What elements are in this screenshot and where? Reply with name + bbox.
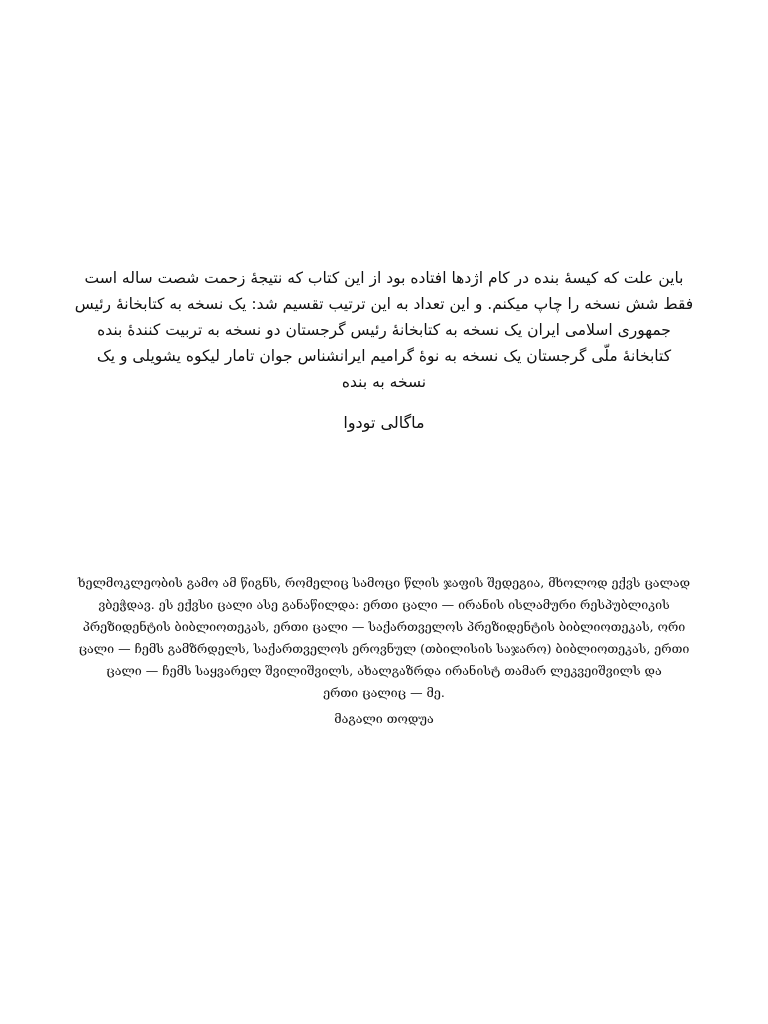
georgian-paragraph: [76, 572, 692, 704]
georgian-line: ცალი — ჩემს გამზრდელს, საქართველოს ეროვნულ (თბილისის საჯარო) ბიბლიოთეკას, ერთი: [78, 641, 690, 656]
georgian-line: ერთი ცალიც — მე.: [323, 685, 445, 700]
georgian-line: ხელმოკლეობის გამო ამ წიგნს, რომელიც სამოცი წლის ჯაფის შედეგია, მხოლოდ ექვს ცალად: [77, 575, 691, 590]
persian-line: باین علت که کیسهٔ بنده در کام اژدها افتاده بود از این کتاب که نتیجهٔ زحمت شصت ساله است: [84, 269, 684, 287]
persian-line: جمهوری اسلامی ایران یک نسخه به کتابخانهٔ رئیس گرجستان دو نسخه به تربیت کنندهٔ بنده: [97, 321, 671, 339]
georgian-line: ვბეჭდავ. ეს ექვსი ცალი ასე განაწილდა: ერთი ცალი — ირანის ისლამური რესპუბლიკის: [98, 597, 670, 612]
persian-line: نسخه به بنده: [341, 373, 427, 391]
georgian-line: ცალი — ჩემს საყვარელ შვილიშვილს, ახალგაზრდა ირანისტ თამარ ლეკვეიშვილს და: [106, 663, 662, 678]
persian-paragraph: [68, 265, 700, 395]
georgian-signature: მაგალი თოდუა: [334, 711, 434, 726]
persian-line: کتابخانهٔ ملّی گرجستان یک نسخه به نوهٔ گرامیم ایرانشناس جوان تامار لیکوه یشویلی و یک: [96, 347, 672, 365]
georgian-line: პრეზიდენტის ბიბლიოთეკას, ერთი ცალი — საქართველოს პრეზიდენტის ბიბლიოთეკას, ორი: [82, 619, 686, 634]
persian-line: فقط شش نسخه را چاپ میکنم. و این تعداد به این ترتیب تقسیم شد: یک نسخه به کتابخانهٔ رئیس: [74, 295, 694, 313]
persian-signature: ماگالی تودوا: [343, 413, 425, 432]
